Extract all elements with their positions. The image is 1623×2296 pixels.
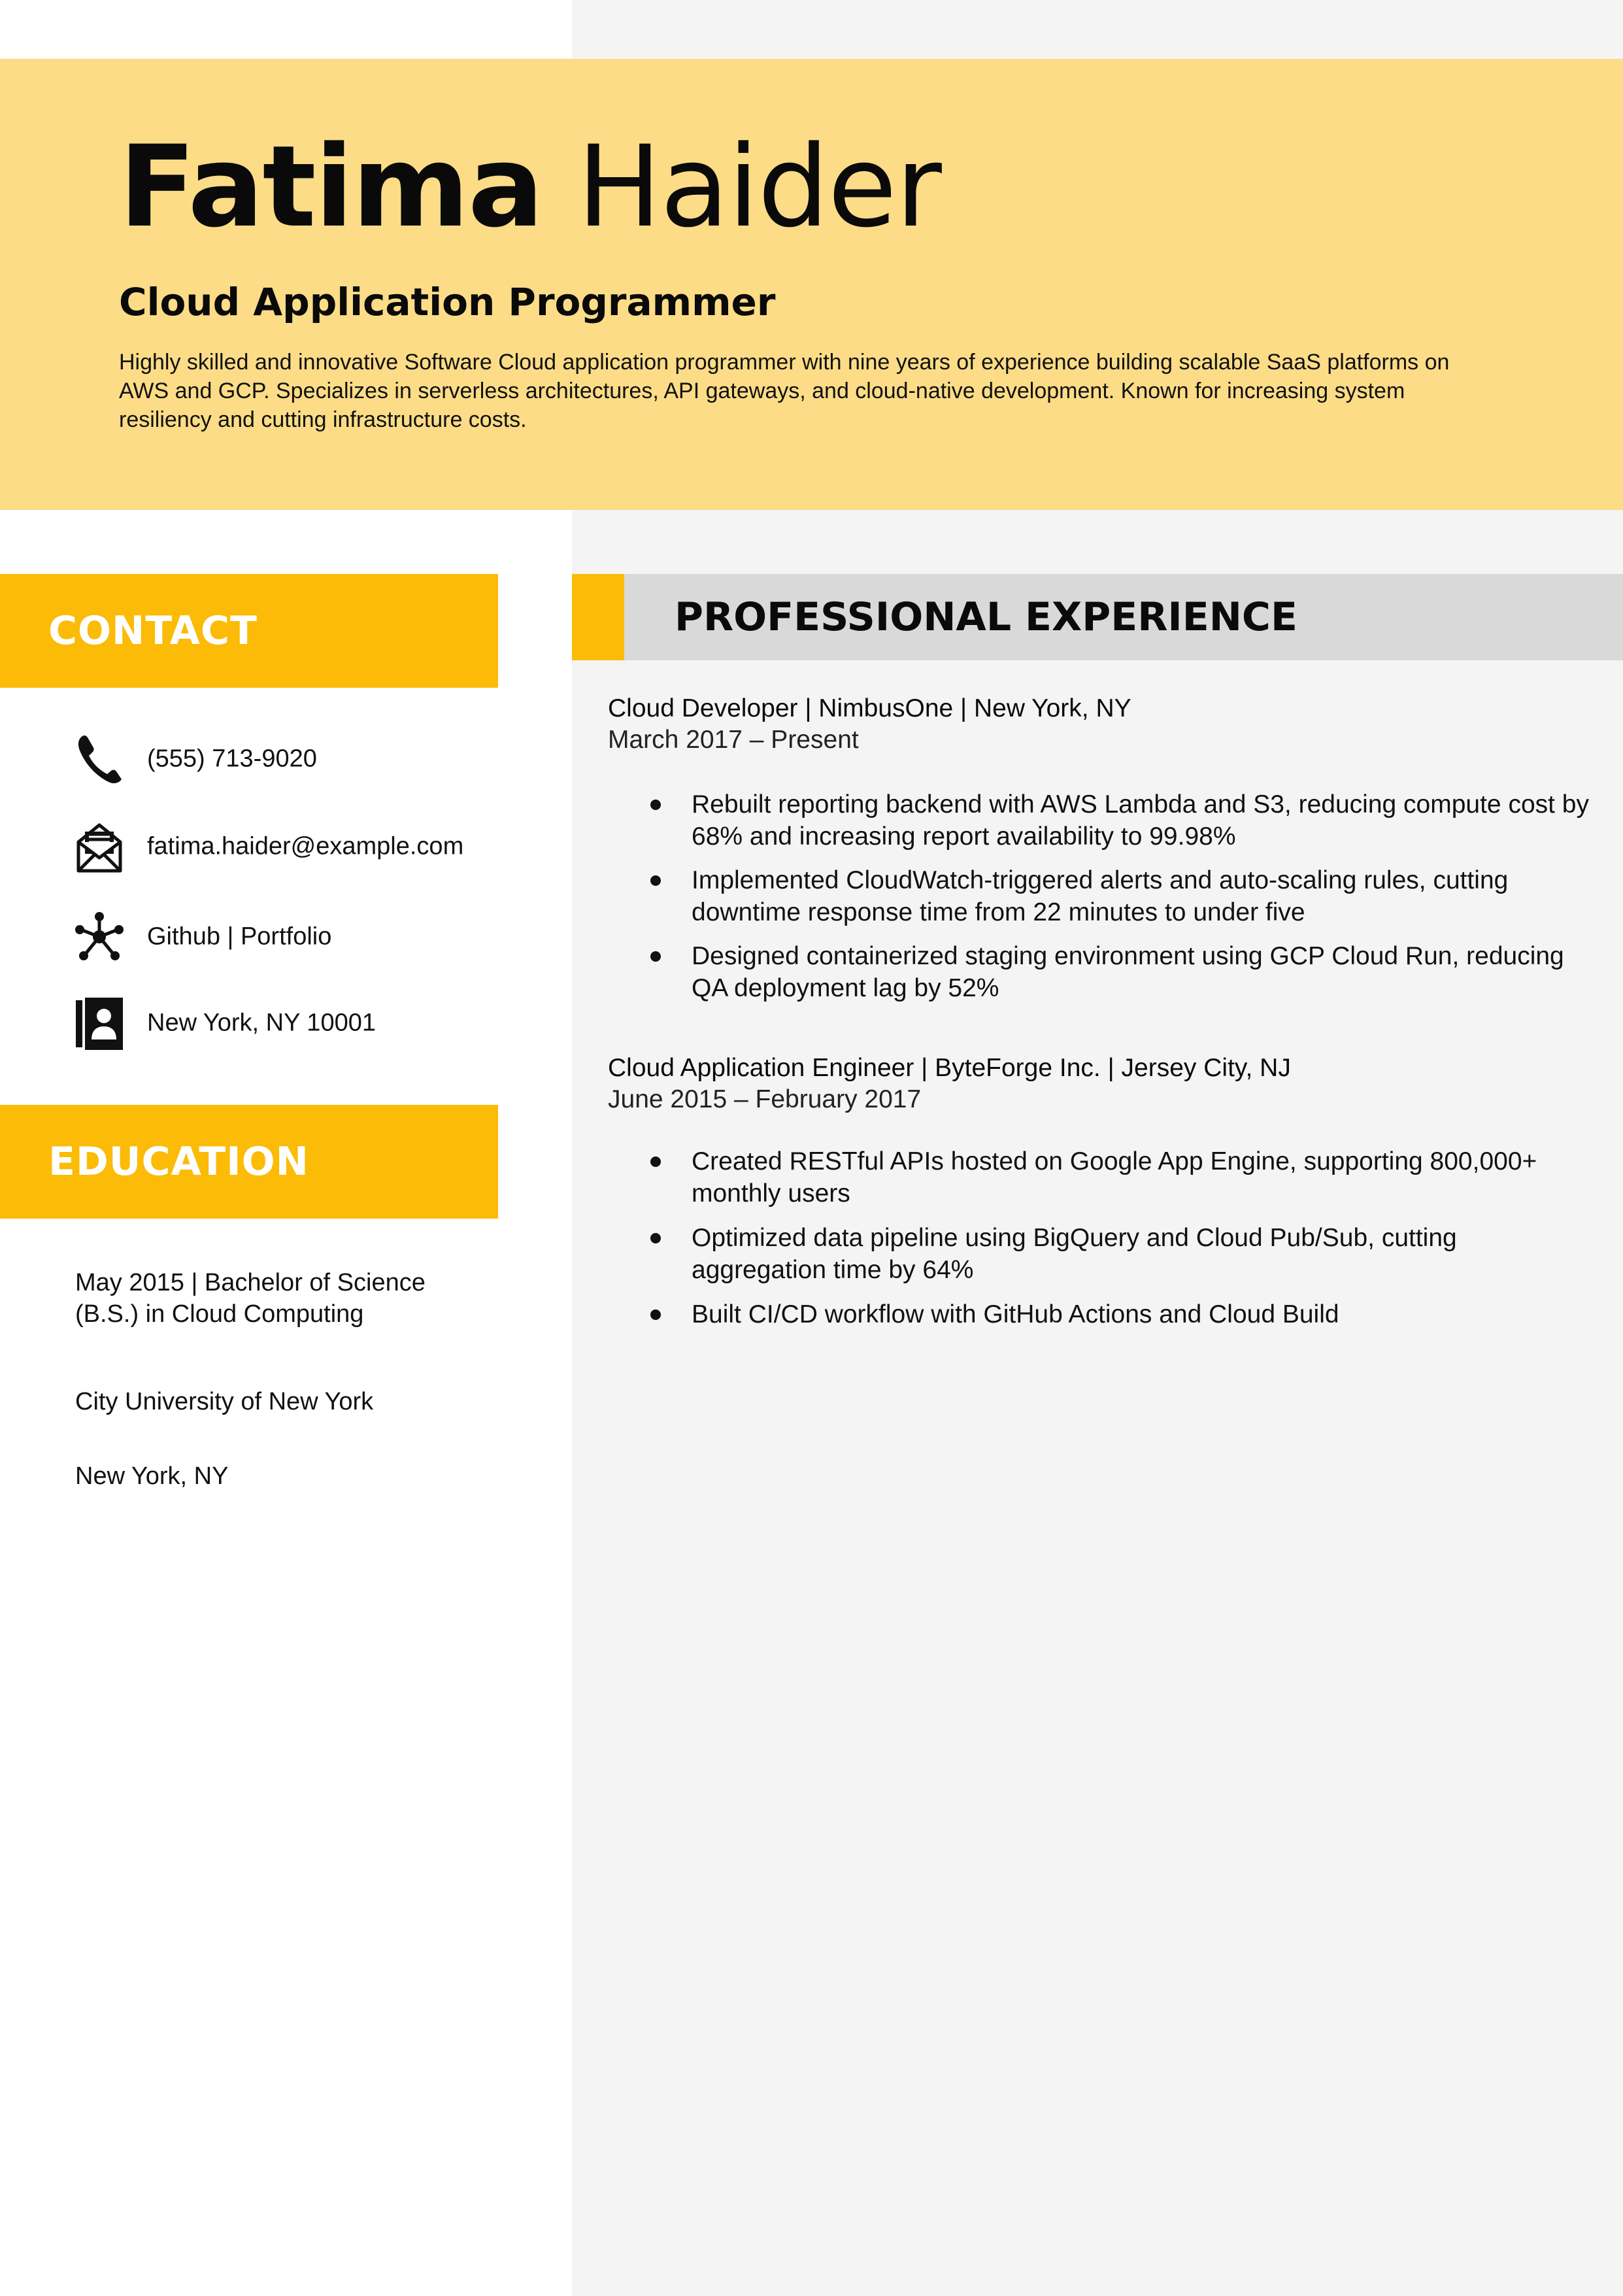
contact-heading: CONTACT	[48, 608, 258, 654]
contact-address	[73, 994, 492, 1053]
bullet-item: Built CI/CD workflow with GitHub Actions and Cloud Build	[650, 1298, 1598, 1330]
contact-email	[73, 817, 492, 876]
experience-heading-accent	[572, 574, 624, 660]
bullet-dot	[650, 1233, 661, 1243]
contact-phone	[73, 730, 492, 788]
job-2-dates: June 2015 – February 2017	[608, 1085, 922, 1113]
profile-links: Github | Portfolio	[147, 922, 332, 951]
candidate-name	[119, 121, 941, 252]
bullet-item: Optimized data pipeline using BigQuery and Cloud Pub/Sub, cutting aggregation time by 64%	[650, 1222, 1598, 1286]
job-1-dates: March 2017 – Present	[608, 726, 859, 754]
education-degree: May 2015 | Bachelor of Science (B.S.) in Cloud Computing	[75, 1269, 426, 1328]
bullet-dot	[650, 800, 661, 810]
phone-icon	[73, 730, 125, 788]
bullet-dot	[650, 1309, 661, 1320]
bullet-dot	[650, 875, 661, 886]
bullet-dot	[650, 1156, 661, 1167]
bullet-item: Rebuilt reporting backend with AWS Lambda and S3, reducing compute cost by 68% and increasing report availability to 99.98%	[650, 788, 1598, 853]
education-heading-bar	[0, 1105, 498, 1219]
envelope-icon	[73, 817, 125, 876]
network-icon	[73, 907, 125, 966]
education-location: New York, NY	[75, 1462, 229, 1490]
job-2-bullets	[650, 1145, 1598, 1330]
job-title: Cloud Application Programmer	[119, 280, 776, 324]
contact-links	[73, 907, 492, 966]
education-school: City University of New York	[75, 1388, 374, 1415]
address-book-icon	[73, 994, 125, 1053]
summary: Highly skilled and innovative Software Cloud application programmer with nine years of experience building scalable SaaS platforms on AWS and GCP. Specializes in serverless architectures, API gateways, and cloud-native development. Known for increasing system resiliency and cutting infrastructure costs.	[119, 350, 1450, 432]
phone-number: (555) 713-9020	[147, 745, 317, 773]
bullet-item: Implemented CloudWatch-triggered alerts and auto-scaling rules, cutting downtime response time from 22 minutes to under five	[650, 864, 1598, 928]
job-1-title: Cloud Developer | NimbusOne | New York, NY	[608, 694, 1131, 722]
bullet-item: Created RESTful APIs hosted on Google App Engine, supporting 800,000+ monthly users	[650, 1145, 1598, 1209]
first-name: Fatima	[119, 121, 543, 252]
job-2-title: Cloud Application Engineer | ByteForge Inc. | Jersey City, NJ	[608, 1054, 1291, 1082]
experience-heading: PROFESSIONAL EXPERIENCE	[675, 594, 1297, 640]
address: New York, NY 10001	[147, 1009, 376, 1037]
last-name: Haider	[577, 121, 941, 252]
experience-heading-bar	[572, 574, 1623, 660]
bullet-item: Designed containerized staging environment using GCP Cloud Run, reducing QA deployment lag by 52%	[650, 940, 1598, 1004]
education-heading: EDUCATION	[48, 1139, 309, 1185]
email-address: fatima.haider@example.com	[147, 832, 464, 860]
job-1-bullets	[650, 788, 1598, 1004]
contact-heading-bar	[0, 574, 498, 688]
bullet-dot	[650, 951, 661, 962]
